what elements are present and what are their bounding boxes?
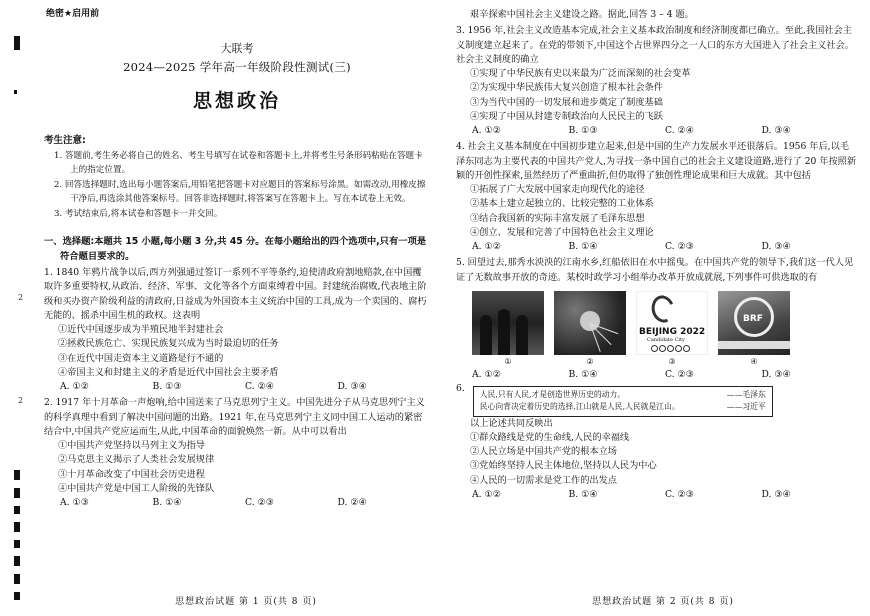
option: A. ①② <box>472 488 501 500</box>
statement: ②人民立场是中国共产党的根本立场 <box>470 446 617 458</box>
banner-band <box>718 341 790 349</box>
binding-mark <box>14 540 20 548</box>
photo-row <box>456 291 858 368</box>
section-heading-line: 符合题目要求的。 <box>60 250 135 262</box>
binding-mark <box>14 90 17 94</box>
question-stem: 4. 社会主义基本制度在中国初步建立起来,但是中国的生产力发展水平还很落后。1956 年后,以毛泽东同志为主要代表的中国共产党人,为寻找一条中国自己的社会主义建设道路,进行了 20 年按照新颖的开创性探索,虽然经历了严重曲折,但仍取得了独创性理论成果和巨大成就。其中包括 <box>456 141 857 181</box>
binding-mark <box>14 574 20 584</box>
olympic-ring-icon <box>659 345 666 352</box>
statement: ①群众路线是党的生命线,人民的幸福线 <box>470 431 630 443</box>
question-6-header <box>456 382 858 416</box>
option: D. ③④ <box>761 125 791 136</box>
subject-title: 思想政治 <box>192 89 281 112</box>
statement: ③十月革命改变了中国社会历史进程 <box>58 468 205 480</box>
question-1 <box>44 266 430 394</box>
answer-options <box>456 124 858 138</box>
option: B. ①④ <box>568 369 598 381</box>
option: B. ①③ <box>152 381 182 393</box>
binding-mark <box>14 36 20 50</box>
question-4 <box>456 140 858 254</box>
page-footer: 思想政治试题 第 1 页(共 8 页) <box>175 597 317 608</box>
option: C. ②③ <box>665 241 695 252</box>
answer-options <box>456 240 858 254</box>
statement: ①拓展了广大发展中国家走向现代化的途径 <box>470 184 645 195</box>
question-stem: 5. 回望过去,那秀水泱泱的江南水乡,红船依旧在水中摇曳。在中国共产党的领导下,我们这一代人见证了无数故事开放的奇迹。某校时政学习小组举办改革开放成就展,下列事件可供选取的有 <box>456 257 854 283</box>
exam-title: 2024—2025 学年高一年级阶段性测试(三) <box>123 59 351 74</box>
binding-mark <box>14 592 20 600</box>
question-6 <box>456 382 858 502</box>
statement: ②为实现中华民族伟大复兴创造了根本社会条件 <box>470 82 663 94</box>
quote-source: ——毛泽东 <box>726 390 766 400</box>
option: A. ①② <box>60 381 89 393</box>
option: B. ①③ <box>568 125 598 136</box>
statement: ③结合我国新的实际丰富发展了毛泽东思想 <box>470 212 645 224</box>
figure-silhouette <box>498 309 510 355</box>
section-heading-line: 一、选择题:本题共 15 小题,每小题 3 分,共 45 分。在每小题给出的四个选项中,只有一项是 <box>44 235 427 247</box>
exam-page-2 <box>448 0 862 616</box>
option: B. ①④ <box>568 488 598 500</box>
satellite-photo <box>554 291 626 355</box>
statement: ③为当代中国的一切发展和进步奠定了制度基础 <box>470 96 663 108</box>
statement: ④创立、发展和完善了中国特色社会主义理论 <box>470 226 654 238</box>
question-2 <box>44 396 430 510</box>
photo-4 <box>718 291 790 368</box>
statement: ③党始终坚持人民主体地位,坚持以人民为中心 <box>470 460 657 472</box>
option: D. ②④ <box>337 497 367 509</box>
olympic-ring-icon <box>667 345 674 352</box>
binding-margin <box>0 0 30 616</box>
statement: ①中国共产党坚持以马列主义为指导 <box>58 440 205 452</box>
option: C. ②③ <box>665 488 695 500</box>
answer-options <box>44 380 430 394</box>
notice-item: 2. 回答选择题时,选出每小题答案后,用铅笔把答题卡对应题目的答案标号涂黑。如需改动,用橡皮擦干净后,再选涂其他答案标号。回答非选择题时,将答案写在答题卡上。写在本试卷上无效。 <box>54 179 426 204</box>
figure-silhouette <box>480 315 492 355</box>
binding-number: 2 <box>18 293 24 302</box>
statement: ④中国共产党是中国工人阶级的先锋队 <box>58 482 215 494</box>
binding-mark <box>14 470 20 480</box>
photo-2 <box>554 291 626 368</box>
photo-1 <box>472 291 544 368</box>
option: A. ①② <box>472 241 501 252</box>
quote-text: 民心向背决定着历史的选择,江山就是人民,人民就是江山。 <box>479 402 680 412</box>
olympic-ring-icon <box>651 345 658 352</box>
statement: ②基本上建立起独立的、比较完整的工业体系 <box>470 198 654 210</box>
olympic-logo <box>636 291 708 355</box>
question-number: 6. <box>456 383 465 395</box>
organizer-title: 大联考 <box>220 41 254 55</box>
figure-silhouette <box>516 315 528 355</box>
quote-line <box>480 389 766 401</box>
statement: ②马克思主义揭示了人类社会发展规律 <box>58 454 215 466</box>
exam-page-1 <box>32 0 436 616</box>
logo-text: BEIJING 2022 <box>639 326 706 337</box>
question-5 <box>456 256 858 382</box>
forum-emblem-photo <box>718 291 790 355</box>
statement: ④帝国主义和封建主义的矛盾是近代中国社会主要矛盾 <box>58 366 279 378</box>
notice-item: 1. 答题前,考生务必将自己的姓名、考生号填写在试卷和答题卡上,并将考生号条形码粘贴在答题卡上的指定位置。 <box>54 150 423 175</box>
statement: ①近代中国逐步成为半殖民地半封建社会 <box>58 324 224 336</box>
beijing-emblem-icon <box>647 292 678 325</box>
option: A. ①③ <box>60 497 89 509</box>
answer-options <box>456 488 858 502</box>
option: C. ②④ <box>665 125 695 136</box>
historical-photo <box>472 291 544 355</box>
notice-item: 3. 考试结束后,将本试卷和答题卡一并交回。 <box>54 208 223 219</box>
statement: ②拯救民族危亡、实现民族复兴成为当时最迫切的任务 <box>58 338 279 350</box>
binding-mark <box>14 488 20 498</box>
quote-source: ——习近平 <box>726 402 766 412</box>
option: A. ①② <box>472 125 501 136</box>
question-3 <box>456 24 858 138</box>
option: D. ③④ <box>761 241 791 252</box>
statement: ④实现了中国从封建专制政治向人民民主的飞跃 <box>470 110 663 122</box>
confidential-label: 绝密★启用前 <box>46 9 100 19</box>
binding-mark <box>14 522 20 532</box>
satellite-icon <box>580 311 600 331</box>
statement: ④人民的一切需求是党工作的出发点 <box>470 474 617 486</box>
quote-line <box>480 401 766 413</box>
material-continuation: 艰辛探索中国社会主义建设之路。据此,回答 3 – 4 题。 <box>470 9 694 20</box>
photo-label: ③ <box>668 356 676 366</box>
quote-box <box>473 386 773 416</box>
binding-mark <box>14 506 20 514</box>
option: B. ①④ <box>152 497 182 509</box>
photo-label: ① <box>504 356 512 366</box>
section-heading <box>44 234 430 265</box>
answer-options <box>456 368 858 382</box>
option: D. ③④ <box>761 369 791 381</box>
statement: ①实现了中华民族有史以来最为广泛而深刻的社会变革 <box>470 68 691 79</box>
option: D. ③④ <box>337 381 367 393</box>
statement: ③在近代中国走资本主义道路是行不通的 <box>58 352 224 364</box>
binding-mark <box>14 556 20 566</box>
option: C. ②④ <box>245 381 275 393</box>
binding-number: 2 <box>18 396 24 405</box>
quote-text: 人民,只有人民,才是创造世界历史的动力。 <box>479 390 626 400</box>
question-stem: 2. 1917 年十月革命一声炮响,给中国送来了马克思列宁主义。中国先进分子从马克思列宁主义的科学真理中看到了解决中国问题的出路。1921 年,在马克思列宁主义同中国工人运动的紧密结合中,中国共产党应运而生,从此,中国革命的面貌焕然一新。从中可以看出 <box>44 397 425 437</box>
olympic-ring-icon <box>675 345 682 352</box>
olympic-ring-icon <box>683 345 690 352</box>
notice-heading: 考生注意: <box>44 135 86 147</box>
option: A. ①② <box>472 369 501 381</box>
notice-list <box>44 150 430 222</box>
option: D. ③④ <box>761 488 791 500</box>
question-lead: 以上论述共同反映出 <box>470 417 553 429</box>
photo-3 <box>636 291 708 368</box>
question-stem: 3. 1956 年,社会主义改造基本完成,社会主义基本政治制度和经济制度都已确立。至此,我国社会主义制度建立起来了。在党的带领下,中国这个占世界四分之一人口的东方大国进入了社会主义社会。社会主义制度的确立 <box>456 25 854 65</box>
emblem-text: BRF <box>743 313 763 324</box>
photo-label: ④ <box>750 356 758 366</box>
option: B. ①④ <box>568 241 598 252</box>
question-stem: 1. 1840 年鸦片战争以后,西方列强通过签订一系列不平等条约,迫使清政府割地赔款,在中国攫取许多重要特权,从政治、经济、军事、文化等各个方面束缚着中国。封建统治腐败,代表地主阶级和买办资产阶级利益的清政府,日益成为外国资本主义统治中国的工具,成为一个卖国的、腐朽无能的、摇杀中国生机的政权。这表明 <box>44 267 427 321</box>
answer-options <box>44 496 430 510</box>
logo-subtext: Candidate City <box>647 336 685 343</box>
photo-label: ② <box>586 356 594 366</box>
option: C. ②③ <box>665 369 695 381</box>
page-footer: 思想政治试题 第 2 页(共 8 页) <box>592 597 734 608</box>
option: C. ②③ <box>245 497 275 509</box>
